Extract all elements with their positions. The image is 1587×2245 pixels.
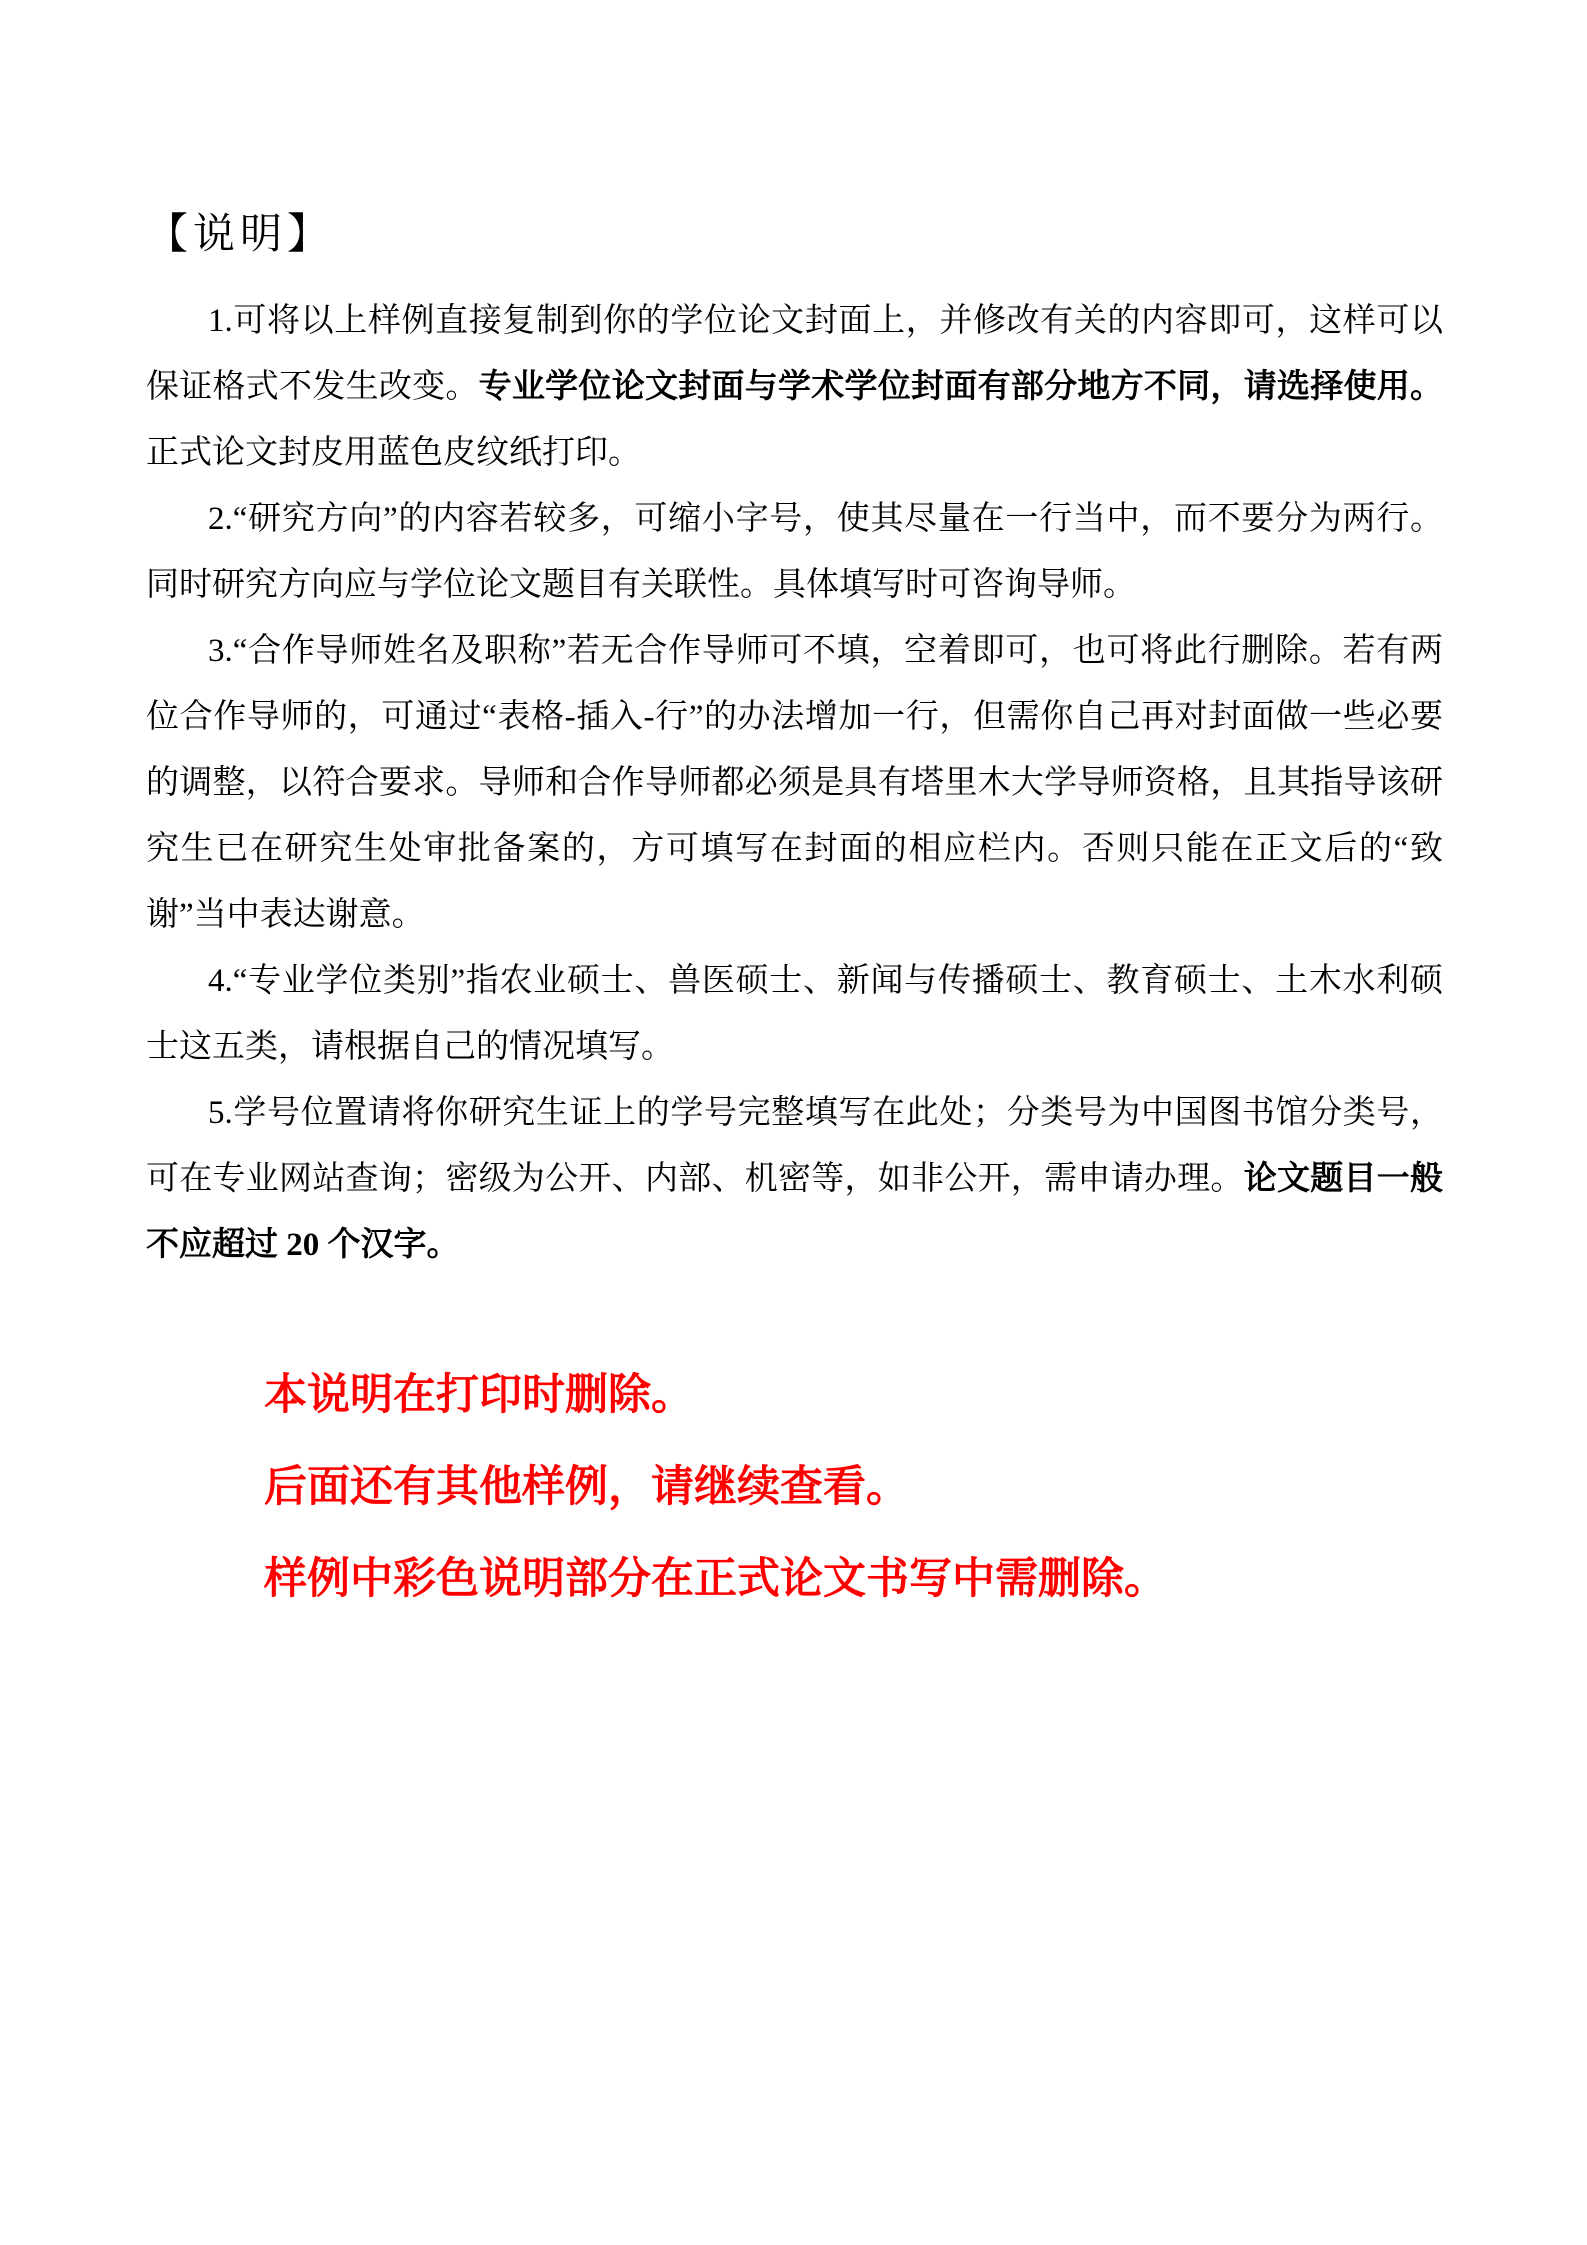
print-notes [146,1350,1443,1626]
text-run: 2.“研究方向”的内容若较多，可缩小字号，使其尽量在一行当中，而不要分为两行。同时研究方向应与学位论文题目有关联性。具体填写时可咨询导师。 [146,501,1443,603]
text-run-bold: 专业学位论文封面与学术学位封面有部分地方不同，请选择使用。 [478,369,1444,405]
instruction-paragraph-1 [146,288,1443,486]
instruction-paragraph-2 [146,486,1443,618]
page-title: 【说明】 [146,212,335,258]
instructions-list [146,288,1443,1278]
text-run: 5.学号位置请将你研究生证上的学号完整填写在此处；分类号为中国图书馆分类号，可在专业网站查询；密级为公开、内部、机密等，如非公开，需申请办理。 [146,1095,1443,1197]
note-colored-text-delete: 样例中彩色说明部分在正式论文书写中需删除。 [264,1556,1167,1603]
text-run: 1.可将以上样例直接复制到你的学位论文封面上，并修改有关的内容即可，这样可以保证格式不发生改变。 [146,303,1443,405]
note-delete-when-printing: 本说明在打印时删除。 [264,1372,694,1419]
text-run: 4.“专业学位类别”指农业硕士、兽医硕士、新闻与传播硕士、教育硕士、土木水利硕士这五类，请根据自己的情况填写。 [146,963,1443,1065]
instruction-paragraph-3 [146,618,1443,948]
instruction-paragraph-5 [146,1080,1443,1278]
text-run: 正式论文封皮用蓝色皮纹纸打印。 [146,435,641,471]
text-run-bold: 论文题目一般不应超过 20 个汉字。 [146,1161,1444,1263]
instruction-paragraph-4 [146,948,1443,1080]
note-more-samples: 后面还有其他样例，请继续查看。 [264,1464,909,1511]
text-run: 3.“合作导师姓名及职称”若无合作导师可不填，空着即可，也可将此行删除。若有两位合作导师的，可通过“表格-插入-行”的办法增加一行，但需你自己再对封面做一些必要的调整，以符合要求。导师和合作导师都必须是具有塔里木大学导师资格，且其指导该研究生已在研究生处审批备案的，方可填写在封面的相应栏内。否则只能在正文后的“致谢”当中表达谢意。 [146,633,1443,933]
